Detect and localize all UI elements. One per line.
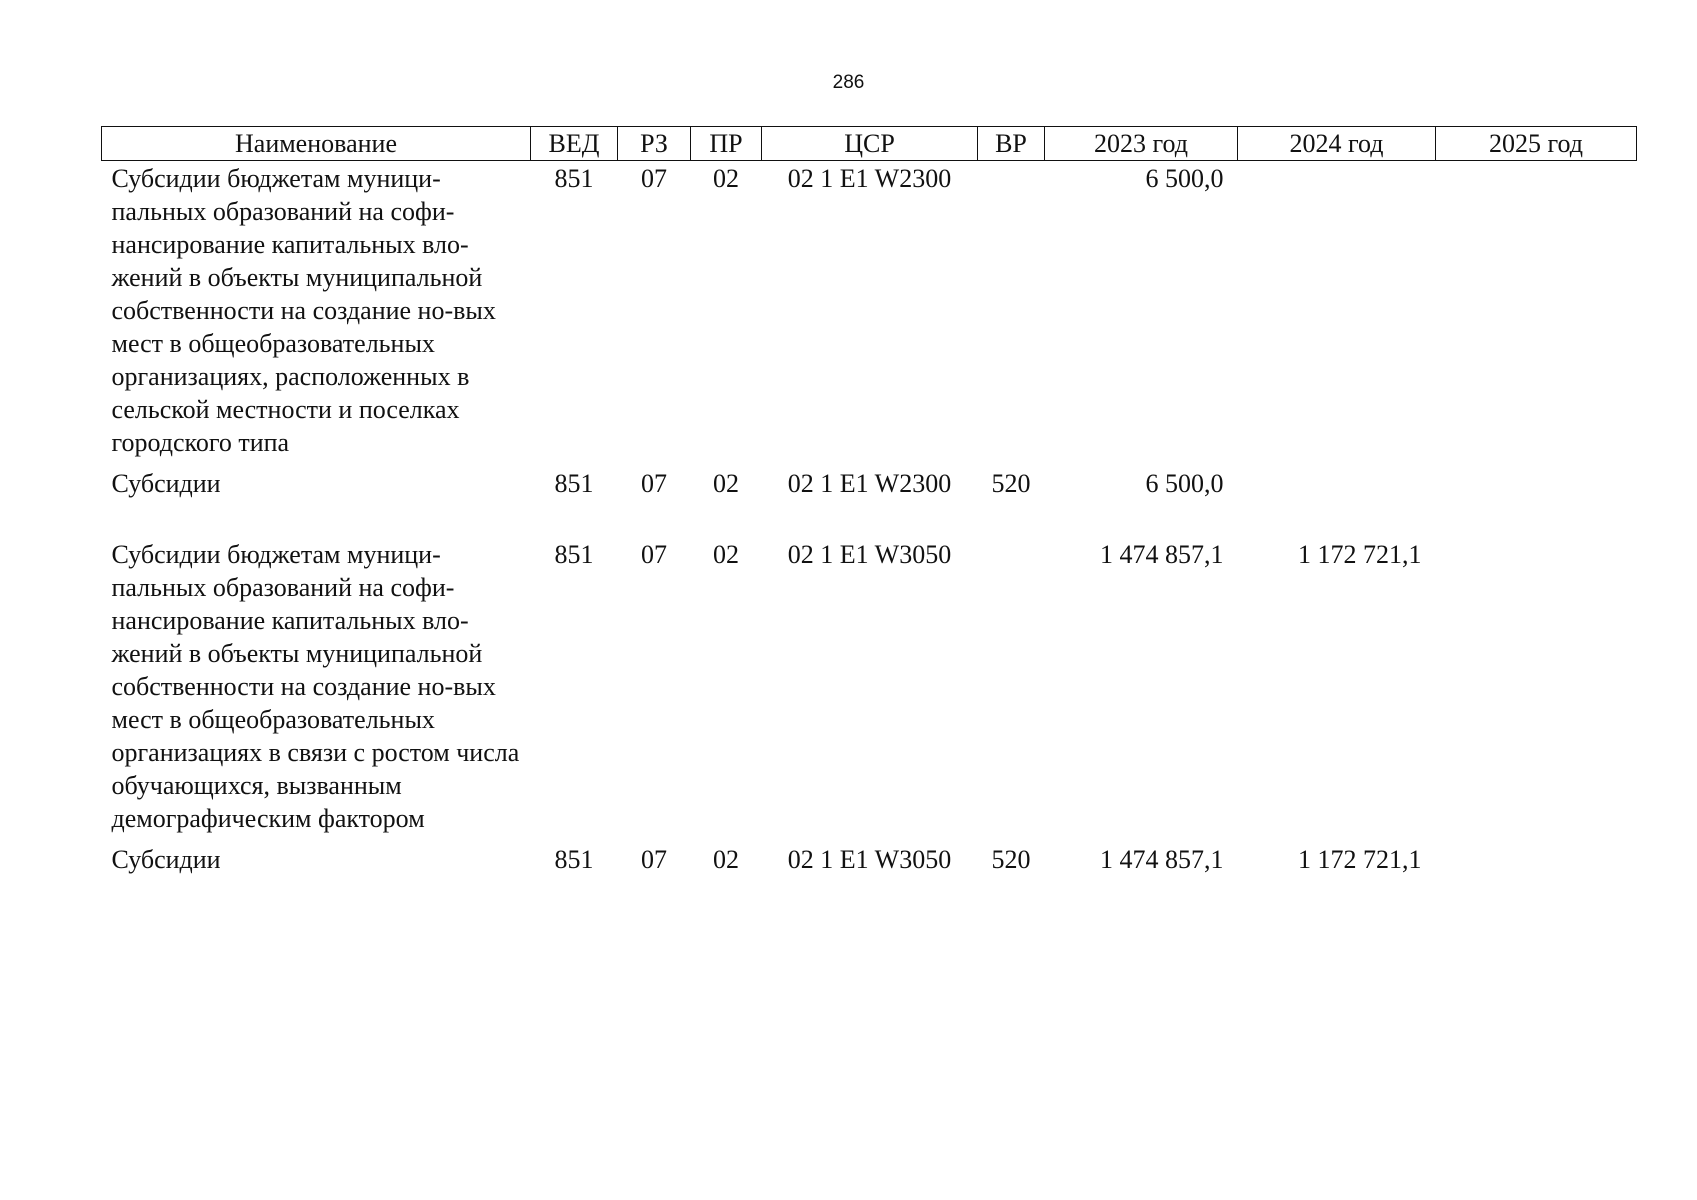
header-name: Наименование <box>102 127 531 161</box>
cell-2025 <box>1436 843 1637 876</box>
cell-2024: 1 172 721,1 <box>1298 540 1422 569</box>
table-header <box>102 127 1637 161</box>
cell-ved: 851 <box>554 540 594 569</box>
cell-rz: 07 <box>641 469 667 498</box>
cell-2025 <box>1436 467 1637 537</box>
cell-vr: 520 <box>991 469 1031 498</box>
cell-rz: 07 <box>641 845 667 874</box>
table-row <box>102 467 1637 537</box>
header-vr: ВР <box>978 127 1045 161</box>
table-body <box>102 161 1637 877</box>
header-2024: 2024 год <box>1238 127 1436 161</box>
cell-csr: 02 1 E1 W2300 <box>787 469 952 498</box>
header-rz: РЗ <box>618 127 691 161</box>
cell-csr: 02 1 E1 W2300 <box>787 164 952 193</box>
header-pr: ПР <box>691 127 762 161</box>
cell-pr: 02 <box>713 164 739 193</box>
table-row <box>102 537 1637 843</box>
budget-table <box>101 126 1637 876</box>
table-row <box>102 161 1637 468</box>
cell-2024 <box>1238 467 1436 537</box>
header-row <box>102 127 1637 161</box>
header-ved: ВЕД <box>531 127 618 161</box>
cell-vr <box>978 537 1045 843</box>
cell-name: Субсидии <box>111 845 221 874</box>
cell-2023: 1 474 857,1 <box>1100 845 1224 874</box>
cell-name: Субсидии бюджетам муници-пальных образований на софи-нансирование капитальных вло-жений в объекты муниципальной собственности на создание но-вых мест в общеобразовательных организациях в связи с ростом числа обучающихся, вызванным демографическим фактором <box>111 540 520 833</box>
cell-2023: 6 500,0 <box>1145 469 1224 498</box>
cell-pr: 02 <box>713 469 739 498</box>
cell-2025 <box>1436 537 1637 843</box>
cell-2023: 1 474 857,1 <box>1100 540 1224 569</box>
cell-rz: 07 <box>641 540 667 569</box>
cell-name: Субсидии <box>111 469 221 498</box>
cell-2023: 6 500,0 <box>1145 164 1224 193</box>
cell-2024: 1 172 721,1 <box>1298 845 1422 874</box>
page-number: 286 <box>832 72 865 93</box>
cell-csr: 02 1 E1 W3050 <box>787 540 952 569</box>
cell-csr: 02 1 E1 W3050 <box>787 845 952 874</box>
header-csr: ЦСР <box>762 127 978 161</box>
cell-2024 <box>1238 161 1436 468</box>
cell-pr: 02 <box>713 845 739 874</box>
cell-vr: 520 <box>991 845 1031 874</box>
cell-ved: 851 <box>554 469 594 498</box>
cell-name: Субсидии бюджетам муници-пальных образований на софи-нансирование капитальных вло-жений в объекты муниципальной собственности на создание но-вых мест в общеобразовательных организациях, расположенных в сельской местности и поселках городского типа <box>111 164 496 457</box>
cell-rz: 07 <box>641 164 667 193</box>
cell-pr: 02 <box>713 540 739 569</box>
header-2025: 2025 год <box>1436 127 1637 161</box>
cell-vr <box>978 161 1045 468</box>
header-2023: 2023 год <box>1045 127 1238 161</box>
cell-ved: 851 <box>554 164 594 193</box>
table-row <box>102 843 1637 876</box>
cell-ved: 851 <box>554 845 594 874</box>
cell-2025 <box>1436 161 1637 468</box>
